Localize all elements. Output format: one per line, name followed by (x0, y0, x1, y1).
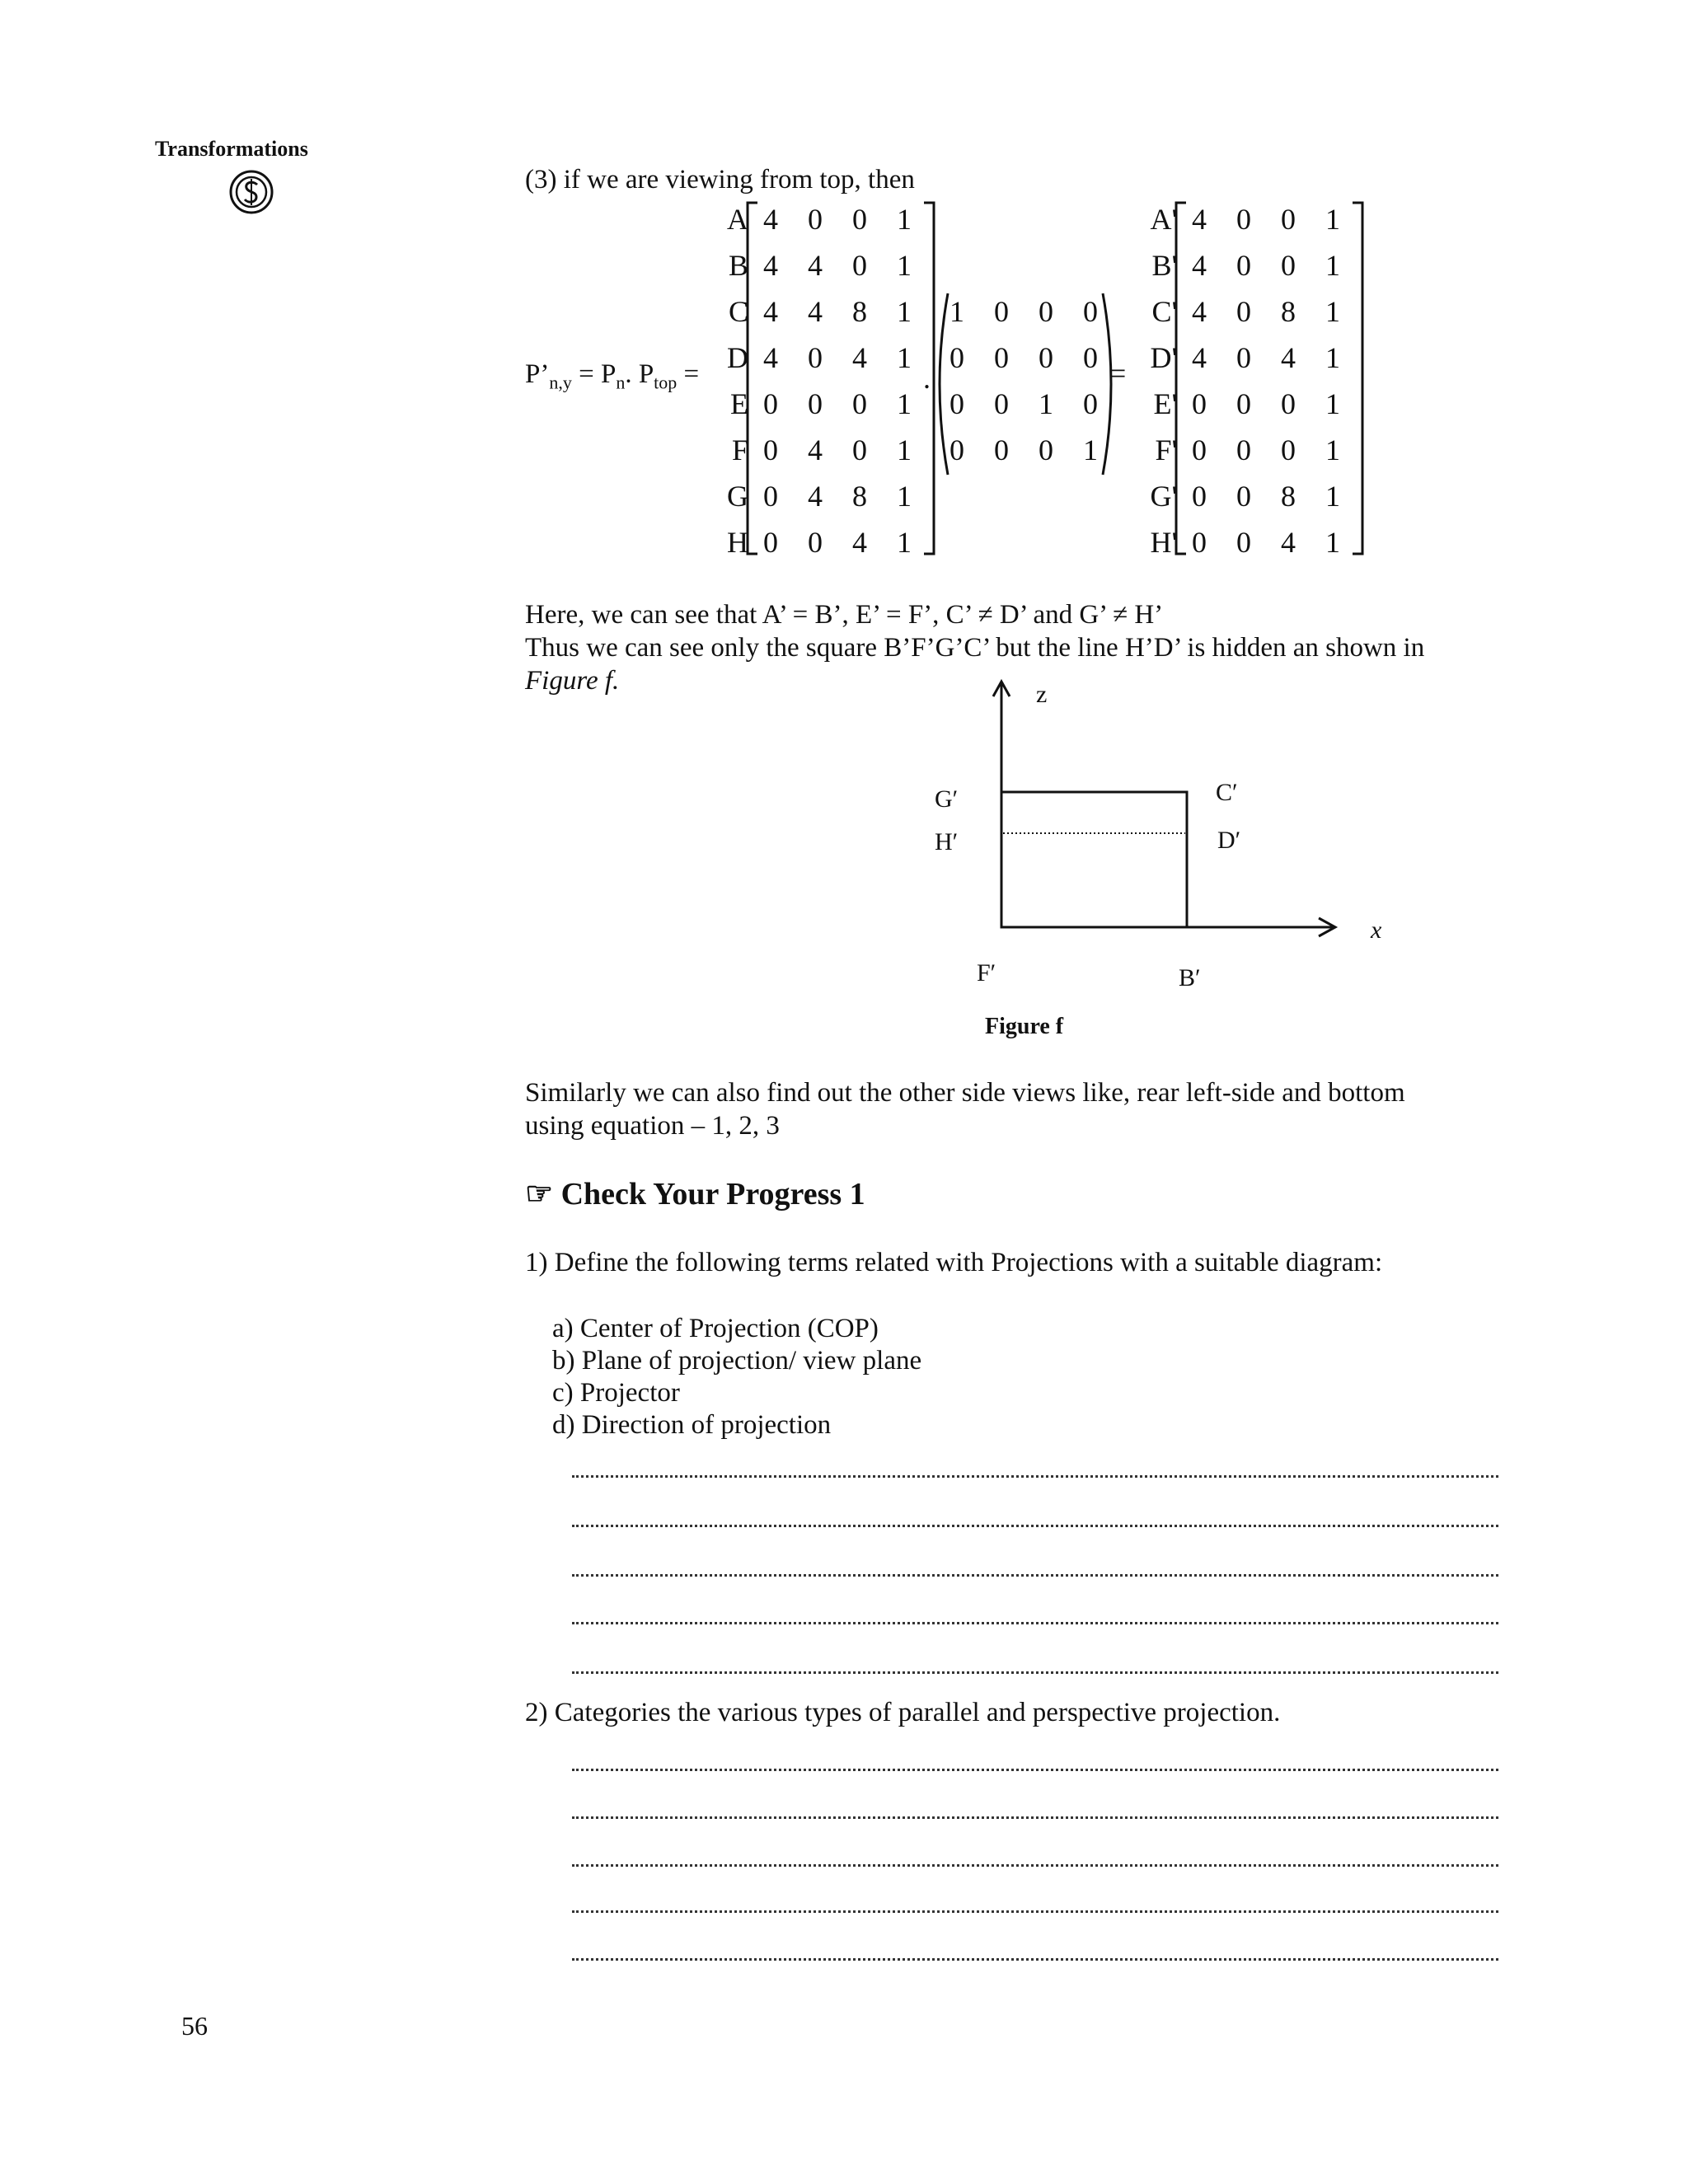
matrix-cell: 0 (1192, 434, 1207, 466)
q1-item-b: b) Plane of projection/ view plane (552, 1346, 922, 1376)
matrix-row-label: E' (1153, 387, 1177, 420)
matrix-cell: 0 (1192, 480, 1207, 513)
answer-line[interactable] (572, 1622, 1498, 1626)
x-axis-label: x (1371, 916, 1382, 944)
paragraph-2-line-1: Similarly we can also find out the other side views like, rear left-side and bottom (525, 1078, 1405, 1108)
matrix-cell: 0 (1236, 249, 1251, 282)
matrix-cell: 1 (950, 295, 964, 328)
q1-item-a: a) Center of Projection (COP) (552, 1314, 879, 1343)
matrix-cell: 0 (1236, 526, 1251, 559)
matrix-cell: 4 (808, 434, 823, 466)
matrix-cell: 8 (1281, 480, 1296, 513)
matrix-cell: 0 (1192, 387, 1207, 420)
matrix-cell: 0 (994, 341, 1009, 374)
matrix-row-label: A' (1150, 203, 1177, 236)
figure-f-diagram (907, 672, 1401, 985)
paragraph-line-1: Here, we can see that A’ = B’, E’ = F’, C’ ≠ D’ and G’ ≠ H’ (525, 600, 1164, 630)
matrix-row-label: B' (1151, 249, 1177, 282)
matrix-cell: 1 (1325, 295, 1340, 328)
matrix-cell: 4 (1192, 203, 1207, 236)
matrix-cell: 4 (763, 203, 778, 236)
matrix-cell: 8 (1281, 295, 1296, 328)
matrix-cell: 0 (994, 434, 1009, 466)
answer-line[interactable] (572, 1574, 1498, 1578)
matrix-cell: 1 (897, 249, 912, 282)
matrix-cell: 0 (1039, 341, 1053, 374)
matrix-cell: 4 (1281, 526, 1296, 559)
matrix-cell: 1 (1325, 480, 1340, 513)
matrix-cell: 1 (897, 434, 912, 466)
matrix-cell: 0 (994, 295, 1009, 328)
matrix-cell: 0 (1281, 387, 1296, 420)
matrix-result-brackets (1175, 198, 1364, 560)
matrix-cell: 0 (763, 387, 778, 420)
matrix-cell: 4 (763, 295, 778, 328)
matrix-cell: 1 (1083, 434, 1098, 466)
matrix-cell: 4 (763, 249, 778, 282)
equation-lhs: $P’_{n,y} = P_n$. $P_{top}$ = (525, 359, 700, 393)
matrix-cell: 4 (808, 480, 823, 513)
matrix-cell: 0 (1281, 203, 1296, 236)
matrix-cell: 4 (808, 295, 823, 328)
q1-item-c: c) Projector (552, 1378, 680, 1408)
label-f: F′ (977, 959, 996, 987)
matrix-cell: 0 (852, 203, 867, 236)
matrix-cell: 0 (808, 526, 823, 559)
matrix-cell: 1 (897, 526, 912, 559)
matrix-row-label: C (728, 295, 748, 328)
matrix-pn-brackets (746, 198, 935, 560)
matrix-cell: 4 (852, 526, 867, 559)
answer-line[interactable] (572, 1958, 1498, 1962)
matrix-cell: 8 (852, 295, 867, 328)
matrix-cell: 1 (897, 341, 912, 374)
matrix-cell: 1 (1325, 526, 1340, 559)
answer-line[interactable] (572, 1475, 1498, 1479)
matrix-cell: 0 (1236, 480, 1251, 513)
section-header: Transformations (155, 137, 308, 161)
label-g: G′ (935, 785, 959, 813)
paragraph-line-2: Thus we can see only the square B’F’G’C’ but the line H’D’ is hidden an shown in (525, 633, 1425, 663)
intro-line: (3) if we are viewing from top, then (525, 165, 915, 194)
matrix-cell: 4 (1192, 249, 1207, 282)
matrix-cell: 1 (1325, 249, 1340, 282)
question-2: 2) Categories the various types of parallel and perspective projection. (525, 1698, 1281, 1727)
matrix-cell: 1 (1325, 341, 1340, 374)
label-h: H′ (935, 828, 959, 855)
matrix-cell: 0 (1236, 434, 1251, 466)
matrix-cell: 0 (852, 249, 867, 282)
matrix-cell: 0 (1236, 387, 1251, 420)
matrix-cell: 1 (897, 480, 912, 513)
progress-heading-text: Check Your Progress 1 (560, 1177, 865, 1212)
matrix-row-label: G' (1150, 480, 1177, 513)
answer-line[interactable] (572, 1910, 1498, 1915)
matrix-cell: 1 (1325, 203, 1340, 236)
matrix-row-label: E (730, 387, 748, 420)
label-c: C′ (1216, 779, 1238, 806)
pointing-hand-icon: ☞ (525, 1177, 554, 1212)
matrix-row-label: F (731, 434, 748, 466)
answer-line[interactable] (572, 1864, 1498, 1868)
matrix-cell: 0 (1083, 387, 1098, 420)
matrix-row-label: A (727, 203, 748, 236)
answer-line[interactable] (572, 1816, 1498, 1821)
matrix-row-label: G (727, 480, 748, 513)
q1-item-d: d) Direction of projection (552, 1410, 832, 1440)
matrix-cell: 4 (1192, 341, 1207, 374)
matrix-cell: 8 (852, 480, 867, 513)
matrix-cell: 1 (1325, 387, 1340, 420)
matrix-cell: 0 (1192, 526, 1207, 559)
matrix-cell: 4 (808, 249, 823, 282)
matrix-cell: 0 (1083, 295, 1098, 328)
matrix-row-label: F' (1155, 434, 1177, 466)
progress-heading (525, 1175, 865, 1212)
matrix-row-label: H (727, 526, 748, 559)
matrix-cell: 0 (950, 387, 964, 420)
matrix-cell: 0 (1039, 295, 1053, 328)
paragraph-2-line-2: using equation – 1, 2, 3 (525, 1111, 780, 1141)
matrix-cell: 0 (852, 434, 867, 466)
university-emblem-icon (228, 169, 274, 215)
matrix-cell: 4 (1281, 341, 1296, 374)
matrix-row-label: C' (1151, 295, 1177, 328)
question-1: 1) Define the following terms related with Projections with a suitable diagram: (525, 1248, 1383, 1277)
matrix-cell: 0 (1236, 203, 1251, 236)
matrix-row-label: D (727, 341, 748, 374)
answer-line[interactable] (572, 1769, 1498, 1773)
figure-caption: Figure f (985, 1014, 1064, 1039)
matrix-cell: 1 (1325, 434, 1340, 466)
matrix-cell: 4 (852, 341, 867, 374)
matrix-row-label: B (728, 249, 748, 282)
z-axis-label: z (1036, 681, 1048, 708)
matrix-cell: 0 (1083, 341, 1098, 374)
matrix-cell: 0 (808, 203, 823, 236)
dot-operator: . (923, 362, 931, 395)
paragraph-line-3: Figure f. (525, 666, 620, 696)
equals-sign: = (1109, 357, 1127, 390)
matrix-cell: 0 (852, 387, 867, 420)
page-number: 56 (181, 2011, 208, 2041)
matrix-cell: 0 (950, 434, 964, 466)
matrix-cell: 1 (897, 203, 912, 236)
matrix-cell: 1 (1039, 387, 1053, 420)
answer-line[interactable] (572, 1525, 1498, 1529)
square-bfgc (1001, 792, 1187, 927)
matrix-cell: 0 (1039, 434, 1053, 466)
answer-line[interactable] (572, 1671, 1498, 1675)
label-d: D′ (1217, 827, 1241, 854)
matrix-cell: 0 (808, 341, 823, 374)
label-b: B′ (1179, 964, 1201, 991)
matrix-cell: 0 (763, 480, 778, 513)
matrix-cell: 0 (1236, 341, 1251, 374)
matrix-cell: 0 (763, 526, 778, 559)
matrix-row-label: D' (1150, 341, 1177, 374)
matrix-ptop-parens (930, 288, 1121, 480)
matrix-cell: 0 (994, 387, 1009, 420)
matrix-row-label: H' (1150, 526, 1177, 559)
matrix-cell: 0 (1281, 249, 1296, 282)
matrix-cell: 0 (808, 387, 823, 420)
matrix-cell: 4 (1192, 295, 1207, 328)
matrix-cell: 0 (763, 434, 778, 466)
matrix-cell: 0 (1236, 295, 1251, 328)
matrix-cell: 0 (950, 341, 964, 374)
matrix-cell: 4 (763, 341, 778, 374)
matrix-cell: 0 (1281, 434, 1296, 466)
matrix-cell: 1 (897, 387, 912, 420)
matrix-cell: 1 (897, 295, 912, 328)
